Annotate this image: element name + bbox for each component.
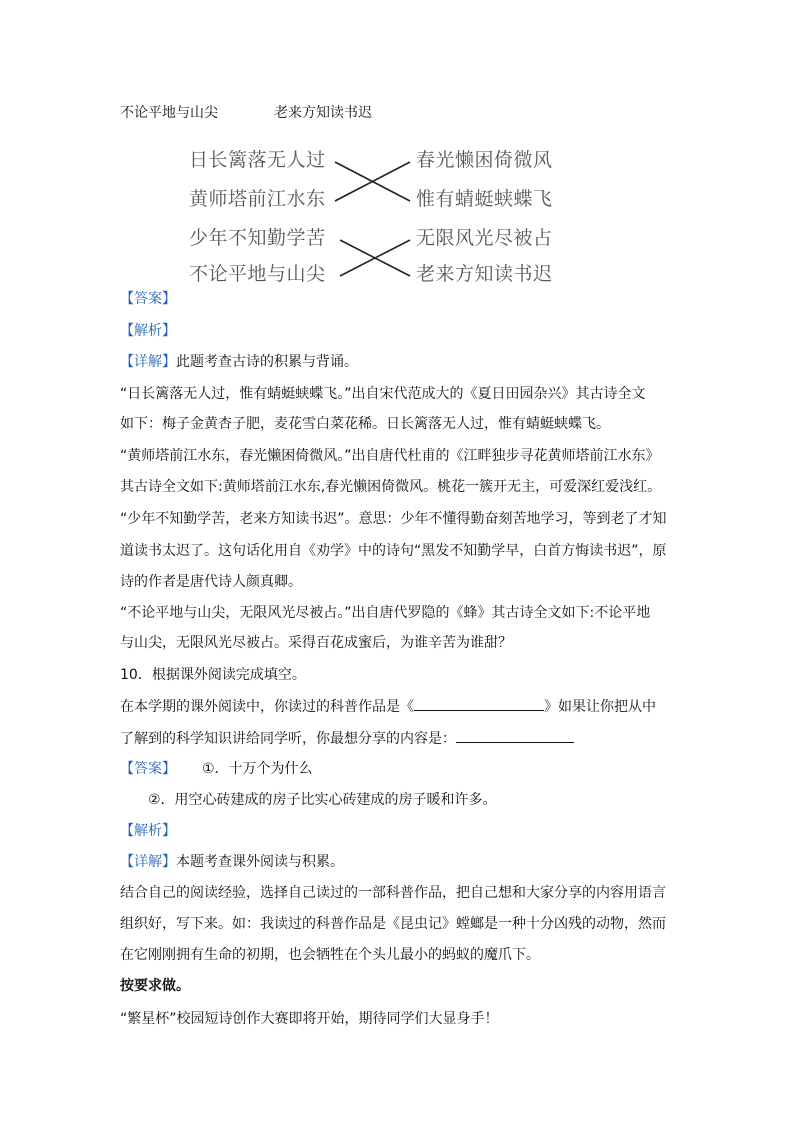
match-left-3: 少年不知勤学苦 — [189, 227, 326, 249]
q10-analysis-label: 【解析】 — [120, 823, 176, 839]
q10-line-c: 在它刚刚拥有生命的初期，也会牺牲在个头儿最小的蚂蚁的魔爪下。 — [120, 947, 540, 963]
top-line-right: 老来方知读书迟 — [274, 105, 372, 121]
q10-line-2-text: 了解到的科学知识讲给同学听，你最想分享的内容是： — [120, 731, 456, 747]
q10-detail — [120, 852, 344, 872]
match-right-3: 无限风光尽被占 — [416, 227, 553, 249]
q10-answer-2: ②．用空心砖建成的房子比实心砖建成的房子暖和许多。 — [148, 792, 497, 808]
q10-line-b: 组织好，写下来。如：我读过的科普作品是《昆虫记》螳螂是一种十分凶残的动物，然而 — [120, 916, 666, 932]
q9-line-3: “黄师塔前江水东，春光懒困倚微风。”出自唐代杜甫的《江畔独步寻花黄师塔前江水东》 — [120, 448, 660, 464]
q9-analysis-label: 【解析】 — [120, 323, 176, 339]
section-heading: 按要求做。 — [120, 978, 190, 994]
q10-line-1-b: 》如果让你把从中 — [544, 699, 656, 715]
match-right-4: 老来方知读书迟 — [416, 263, 553, 285]
q9-line-8: “不论平地与山尖，无限风光尽被占。”出自唐代罗隐的《蜂》其古诗全文如下:不论平地 — [120, 605, 651, 621]
share-content-blank[interactable] — [456, 728, 574, 743]
q9-line-7: 诗的作者是唐代诗人颜真卿。 — [120, 574, 302, 590]
q9-detail — [120, 352, 358, 372]
q9-detail-intro: 此题考查古诗的积累与背诵。 — [176, 354, 358, 370]
match-left-2: 黄师塔前江水东 — [189, 188, 326, 210]
book-title-blank[interactable] — [414, 696, 544, 711]
q10-answer-label: 【答案】 — [120, 761, 176, 777]
top-line-left: 不论平地与山尖 — [120, 105, 218, 121]
q10-line-2 — [120, 728, 574, 749]
q10-answer-1: ①．十万个为什么 — [202, 761, 313, 777]
q9-answer-label: 【答案】 — [120, 291, 176, 307]
q10-line-a: 结合自己的阅读经验，选择自己读过的一部科普作品，把自己想和大家分享的内容用语言 — [120, 885, 666, 901]
q9-detail-label: 【详解】 — [120, 354, 176, 370]
q9-line-9: 与山尖，无限风光尽被占。采得百花成蜜后，为谁辛苦为谁甜？ — [120, 635, 512, 651]
q10-line-1 — [120, 696, 656, 717]
q9-line-5: “少年不知勤学苦，老来方知读书迟”。意思：少年不懂得勤奋刻苦地学习，等到老了才知 — [120, 511, 667, 527]
q10-detail-intro: 本题考查课外阅读与积累。 — [176, 854, 344, 870]
q9-line-1: “日长篱落无人过，惟有蜻蜓蛱蝶飞。”出自宋代范成大的《夏日田园杂兴》其古诗全文 — [120, 386, 646, 402]
match-right-2: 惟有蜻蜓蛱蝶飞 — [416, 188, 553, 210]
section-line: “繁星杯”校园短诗创作大赛即将开始，期待同学们大显身手！ — [120, 1011, 499, 1027]
q9-line-4: 其古诗全文如下:黄师塔前江水东,春光懒困倚微风。桃花一簇开无主，可爱深红爱浅红。 — [120, 479, 662, 495]
q9-line-2: 如下：梅子金黄杏子肥，麦花雪白菜花稀。日长篱落无人过，惟有蜻蜓蛱蝶飞。 — [120, 416, 610, 432]
match-left-1: 日长篱落无人过 — [189, 149, 326, 171]
match-right-1: 春光懒困倚微风 — [416, 149, 553, 171]
q10-detail-label: 【详解】 — [120, 854, 176, 870]
q10-title: 10．根据课外阅读完成填空。 — [120, 667, 306, 683]
q10-line-1-a: 在本学期的课外阅读中，你读过的科普作品是《 — [120, 699, 414, 715]
match-left-4: 不论平地与山尖 — [189, 263, 326, 285]
q10-answer — [120, 759, 313, 779]
q9-line-6: 道读书太迟了。这句话化用自《劝学》中的诗句“黑发不知勤学早，白首方悔读书迟”，原 — [120, 543, 667, 559]
